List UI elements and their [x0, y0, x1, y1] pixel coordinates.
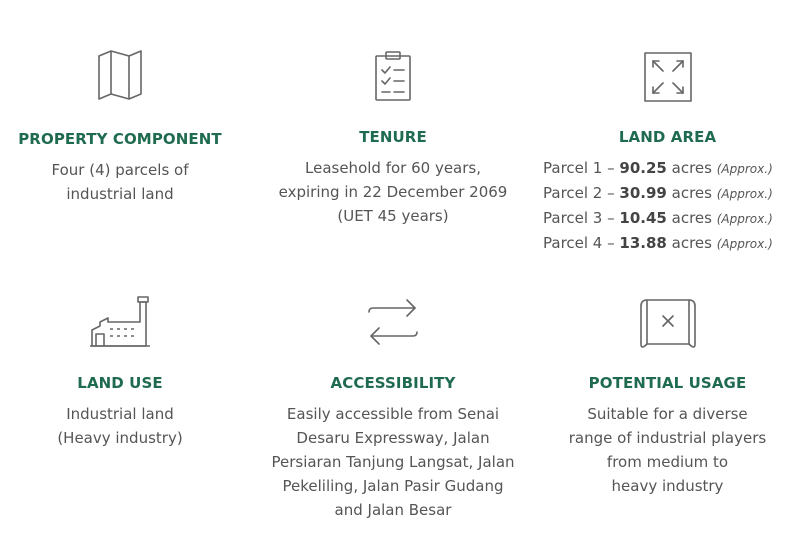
parcel-label: Parcel 4 –	[543, 234, 615, 252]
card-text-line: Leasehold for 60 years,	[305, 159, 481, 177]
parcel-row	[543, 206, 795, 231]
checklist-icon	[268, 50, 518, 104]
parcel-note: (Approx.)	[716, 162, 773, 176]
parcel-unit: acres	[671, 209, 712, 227]
parcel-unit: acres	[671, 234, 712, 252]
card-accessibility	[258, 294, 528, 522]
card-text	[258, 402, 528, 522]
parcel-list	[540, 156, 795, 256]
card-text-line: heavy industry	[611, 477, 724, 495]
parcel-unit: acres	[671, 159, 712, 177]
card-text-line: (UET 45 years)	[337, 207, 449, 225]
card-land-area	[540, 50, 795, 256]
card-text-line: Four (4) parcels of	[51, 161, 189, 179]
card-text-line: and Jalan Besar	[334, 501, 452, 519]
parcel-value: 30.99	[619, 184, 667, 202]
card-title: TENURE	[359, 128, 427, 146]
card-property-component	[0, 48, 240, 206]
card-text-line: Suitable for a diverse	[587, 405, 748, 423]
card-text-line: range of industrial players	[568, 429, 767, 447]
parcel-value: 10.45	[619, 209, 667, 227]
card-title: LAND USE	[77, 374, 163, 392]
card-land-use	[0, 292, 240, 450]
parcel-label: Parcel 1 –	[543, 159, 615, 177]
card-text-line: Desaru Expressway, Jalan	[296, 429, 490, 447]
card-potential-usage	[545, 294, 790, 498]
parcel-label: Parcel 3 –	[543, 209, 615, 227]
parcel-row	[543, 156, 795, 181]
card-title: ACCESSIBILITY	[330, 374, 456, 392]
card-text-line: expiring in 22 December 2069	[278, 183, 508, 201]
blueprint-icon	[545, 294, 790, 350]
swap-arrows-icon	[258, 294, 528, 350]
parcel-note: (Approx.)	[716, 187, 773, 201]
expand-arrows-icon	[540, 50, 795, 104]
parcel-row	[543, 231, 795, 256]
card-text-line: (Heavy industry)	[57, 429, 183, 447]
card-text	[0, 158, 240, 206]
card-text-line: Easily accessible from Senai	[286, 405, 500, 423]
map-icon	[0, 48, 240, 104]
card-text	[0, 402, 240, 450]
card-text-line: Persiaran Tanjung Langsat, Jalan	[271, 453, 515, 471]
card-text-line: Industrial land	[66, 405, 174, 423]
parcel-note: (Approx.)	[716, 212, 773, 226]
card-text	[268, 156, 518, 228]
parcel-row	[543, 181, 795, 206]
parcel-value: 90.25	[619, 159, 667, 177]
card-text-line: from medium to	[606, 453, 729, 471]
card-tenure	[268, 50, 518, 228]
factory-icon	[0, 292, 240, 350]
parcel-unit: acres	[671, 184, 712, 202]
card-text	[545, 402, 790, 498]
parcel-label: Parcel 2 –	[543, 184, 615, 202]
card-title: LAND AREA	[618, 128, 717, 146]
parcel-value: 13.88	[619, 234, 667, 252]
card-text-line: Pekeliling, Jalan Pasir Gudang	[282, 477, 504, 495]
parcel-note: (Approx.)	[716, 237, 773, 251]
card-text-line: industrial land	[66, 185, 174, 203]
card-title: POTENTIAL USAGE	[588, 374, 747, 392]
card-title: PROPERTY COMPONENT	[18, 130, 222, 148]
